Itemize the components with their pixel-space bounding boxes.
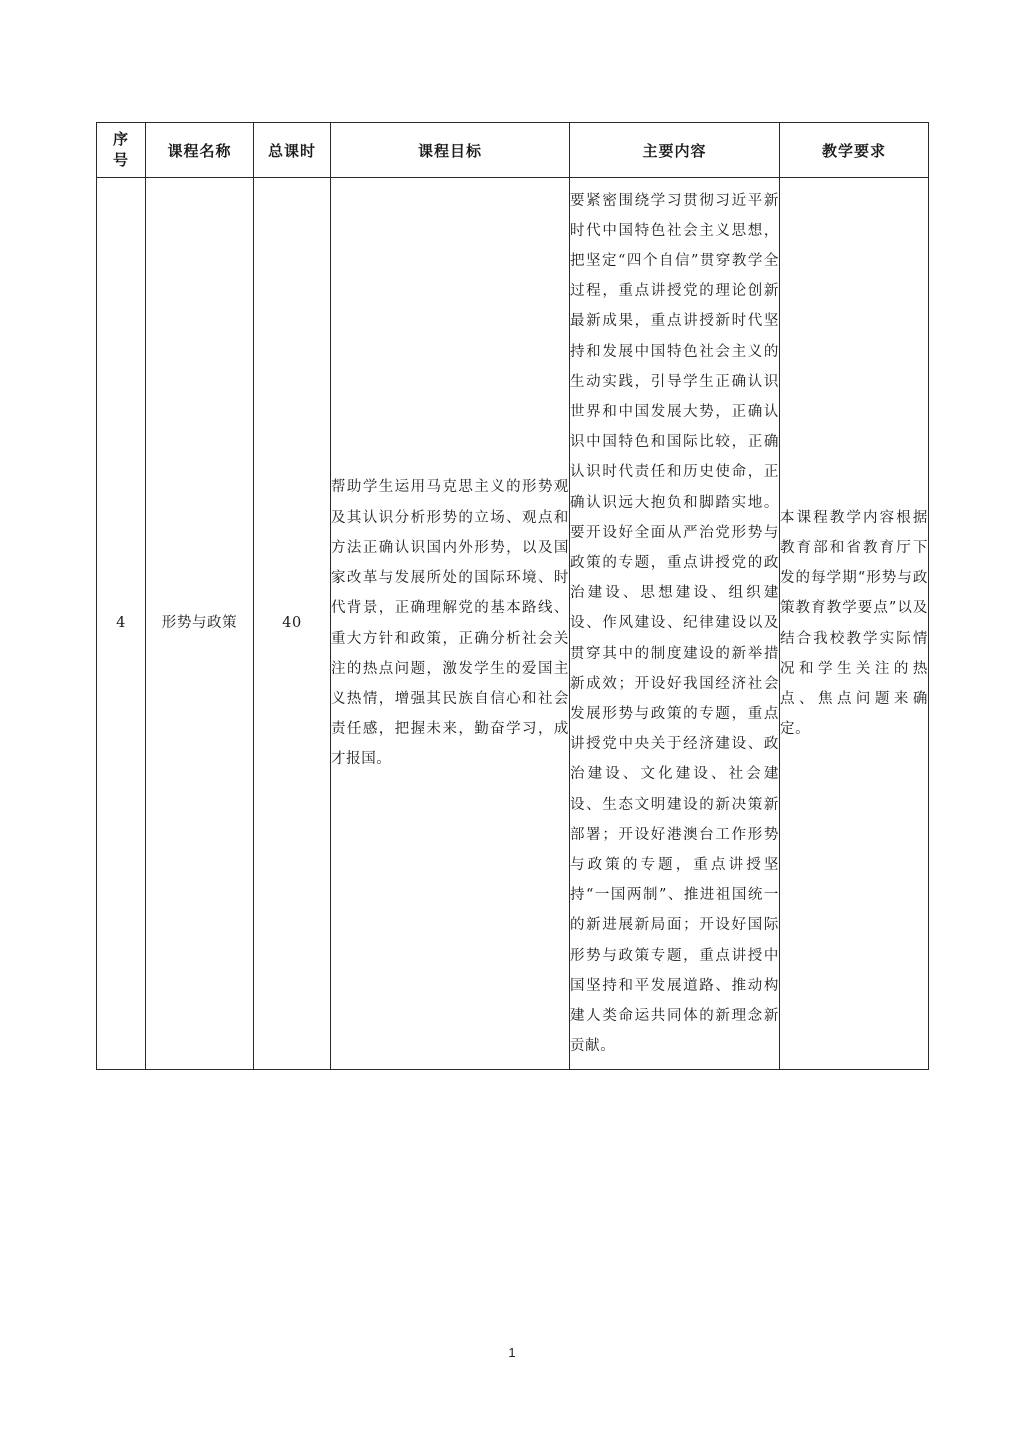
header-course-name: 课程名称 xyxy=(146,123,254,178)
header-main-content: 主要内容 xyxy=(570,123,780,178)
course-table xyxy=(96,122,929,1070)
header-seq-line2: 号 xyxy=(112,151,129,169)
page-number: 1 xyxy=(508,1345,516,1360)
header-teaching-requirement: 教学要求 xyxy=(780,123,929,178)
cell-course-name: 形势与政策 xyxy=(146,178,254,1070)
header-seq xyxy=(97,123,146,178)
cell-total-hours: 40 xyxy=(254,178,331,1070)
cell-course-goal: 帮助学生运用马克思主义的形势观及其认识分析形势的立场、观点和方法正确认识国内外形势，以及国家改革与发展所处的国际环境、时代背景，正确理解党的基本路线、重大方针和政策，正确分析社会关注的热点问题，激发学生的爱国主义热情，增强其民族自信心和社会责任感，把握未来，勤奋学习，成才报国。 xyxy=(331,178,570,1070)
cell-teaching-requirement: 本课程教学内容根据教育部和省教育厅下发的每学期“形势与政策教育教学要点”以及结合我校教学实际情况和学生关注的热点、焦点问题来确定。 xyxy=(780,178,929,1070)
table-row xyxy=(97,178,929,1070)
header-seq-line1: 序 xyxy=(112,130,129,148)
cell-seq: 4 xyxy=(97,178,146,1070)
table-header-row xyxy=(97,123,929,178)
header-course-goal: 课程目标 xyxy=(331,123,570,178)
header-total-hours: 总课时 xyxy=(254,123,331,178)
cell-main-content: 要紧密围绕学习贯彻习近平新时代中国特色社会主义思想，把坚定“四个自信”贯穿教学全过程，重点讲授党的理论创新最新成果，重点讲授新时代坚持和发展中国特色社会主义的生动实践，引导学生正确认识世界和中国发展大势，正确认识中国特色和国际比较，正确认识时代责任和历史使命，正确认识远大抱负和脚踏实地。要开设好全面从严治党形势与政策的专题，重点讲授党的政治建设、思想建设、组织建设、作风建设、纪律建设以及贯穿其中的制度建设的新举措新成效；开设好我国经济社会发展形势与政策的专题，重点讲授党中央关于经济建设、政治建设、文化建设、社会建设、生态文明建设的新决策新部署；开设好港澳台工作形势与政策的专题，重点讲授坚持“一国两制”、推进祖国统一的新进展新局面；开设好国际形势与政策专题，重点讲授中国坚持和平发展道路、推动构建人类命运共同体的新理念新贡献。 xyxy=(570,178,780,1070)
